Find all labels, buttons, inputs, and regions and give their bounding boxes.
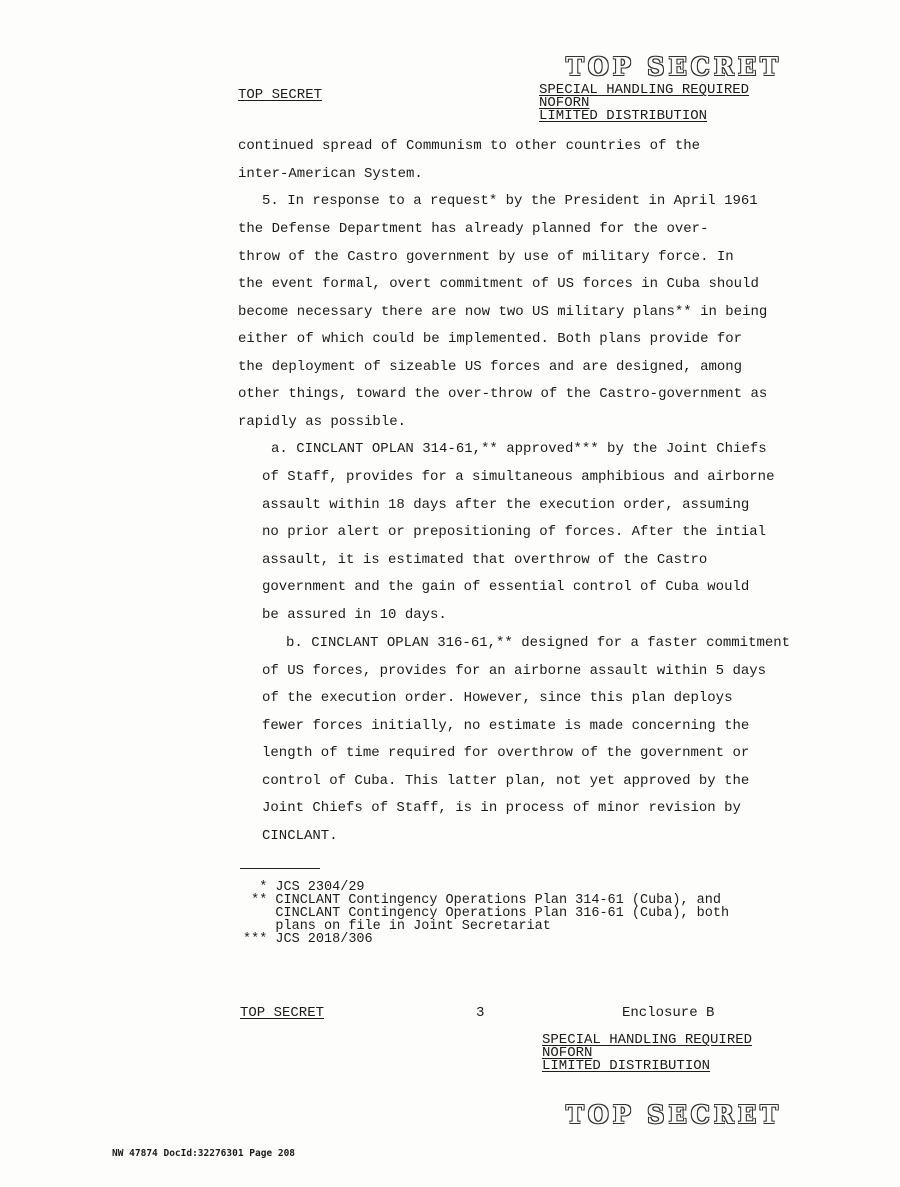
handling-block-footer bbox=[542, 1034, 752, 1073]
body-line: continued spread of Communism to other countries of the bbox=[238, 138, 701, 154]
handling-line: SPECIAL HANDLING REQUIRED bbox=[542, 1032, 753, 1048]
body-line: become necessary there are now two US military plans** in being bbox=[238, 304, 768, 320]
body-line: government and the gain of essential control of Cuba would bbox=[262, 579, 750, 595]
body-line: either of which could be implemented. Both plans provide for bbox=[238, 331, 743, 347]
footnote-line: ** CINCLANT Contingency Operations Plan 314-61 (Cuba), and bbox=[243, 893, 721, 908]
body-line: CINCLANT. bbox=[262, 828, 338, 844]
page-number: 3 bbox=[476, 1005, 485, 1021]
handling-block-header bbox=[539, 84, 749, 123]
enclosure-label: Enclosure B bbox=[622, 1005, 715, 1021]
body-line: length of time required for overthrow of the government or bbox=[262, 745, 750, 761]
footnote-line: * JCS 2304/29 bbox=[243, 880, 365, 895]
top-secret-stamp-header: TOP SECRET bbox=[566, 52, 782, 81]
body-line: the deployment of sizeable US forces and are designed, among bbox=[238, 359, 743, 375]
body-line: fewer forces initially, no estimate is made concerning the bbox=[262, 718, 750, 734]
body-line: throw of the Castro government by use of military force. In bbox=[238, 249, 734, 265]
handling-line: NOFORN bbox=[539, 95, 590, 111]
body-line: other things, toward the over-throw of the Castro-government as bbox=[238, 386, 768, 402]
top-secret-stamp-footer: TOP SECRET bbox=[566, 1100, 782, 1129]
classification-mark-header: TOP SECRET bbox=[238, 87, 323, 103]
classification-mark-footer: TOP SECRET bbox=[240, 1005, 325, 1021]
body-line: assault, it is estimated that overthrow of the Castro bbox=[262, 552, 708, 568]
body-line: rapidly as possible. bbox=[238, 414, 407, 430]
handling-line: LIMITED DISTRIBUTION bbox=[542, 1058, 711, 1074]
handling-line: SPECIAL HANDLING REQUIRED bbox=[539, 82, 750, 98]
body-line: Joint Chiefs of Staff, is in process of minor revision by bbox=[262, 800, 741, 816]
body-line: inter-American System. bbox=[238, 166, 423, 182]
footnote-separator bbox=[240, 868, 320, 869]
handling-line: LIMITED DISTRIBUTION bbox=[539, 108, 708, 124]
body-line: be assured in 10 days. bbox=[262, 607, 447, 623]
body-line: of the execution order. However, since this plan deploys bbox=[262, 690, 733, 706]
body-line: of US forces, provides for an airborne assault within 5 days bbox=[262, 663, 767, 679]
footnote-line: *** JCS 2018/306 bbox=[243, 932, 373, 947]
body-line: a. CINCLANT OPLAN 314-61,** approved*** by the Joint Chiefs bbox=[271, 441, 767, 457]
footnote-line: plans on file in Joint Secretariat bbox=[243, 919, 551, 934]
body-line: no prior alert or prepositioning of forces. After the intial bbox=[262, 524, 767, 540]
body-line: control of Cuba. This latter plan, not yet approved by the bbox=[262, 773, 750, 789]
body-line: 5. In response to a request* by the President in April 1961 bbox=[262, 193, 758, 209]
document-id: NW 47874 DocId:32276301 Page 208 bbox=[112, 1148, 296, 1159]
handling-line: NOFORN bbox=[542, 1045, 593, 1061]
body-line: b. CINCLANT OPLAN 316-61,** designed for a faster commitment bbox=[286, 635, 791, 651]
body-line: the Defense Department has already planned for the over- bbox=[238, 221, 709, 237]
body-line: assault within 18 days after the execution order, assuming bbox=[262, 497, 750, 513]
body-line: the event formal, overt commitment of US forces in Cuba should bbox=[238, 276, 759, 292]
body-line: of Staff, provides for a simultaneous amphibious and airborne bbox=[262, 469, 775, 485]
footnote-line: CINCLANT Contingency Operations Plan 316-61 (Cuba), both bbox=[243, 906, 730, 921]
